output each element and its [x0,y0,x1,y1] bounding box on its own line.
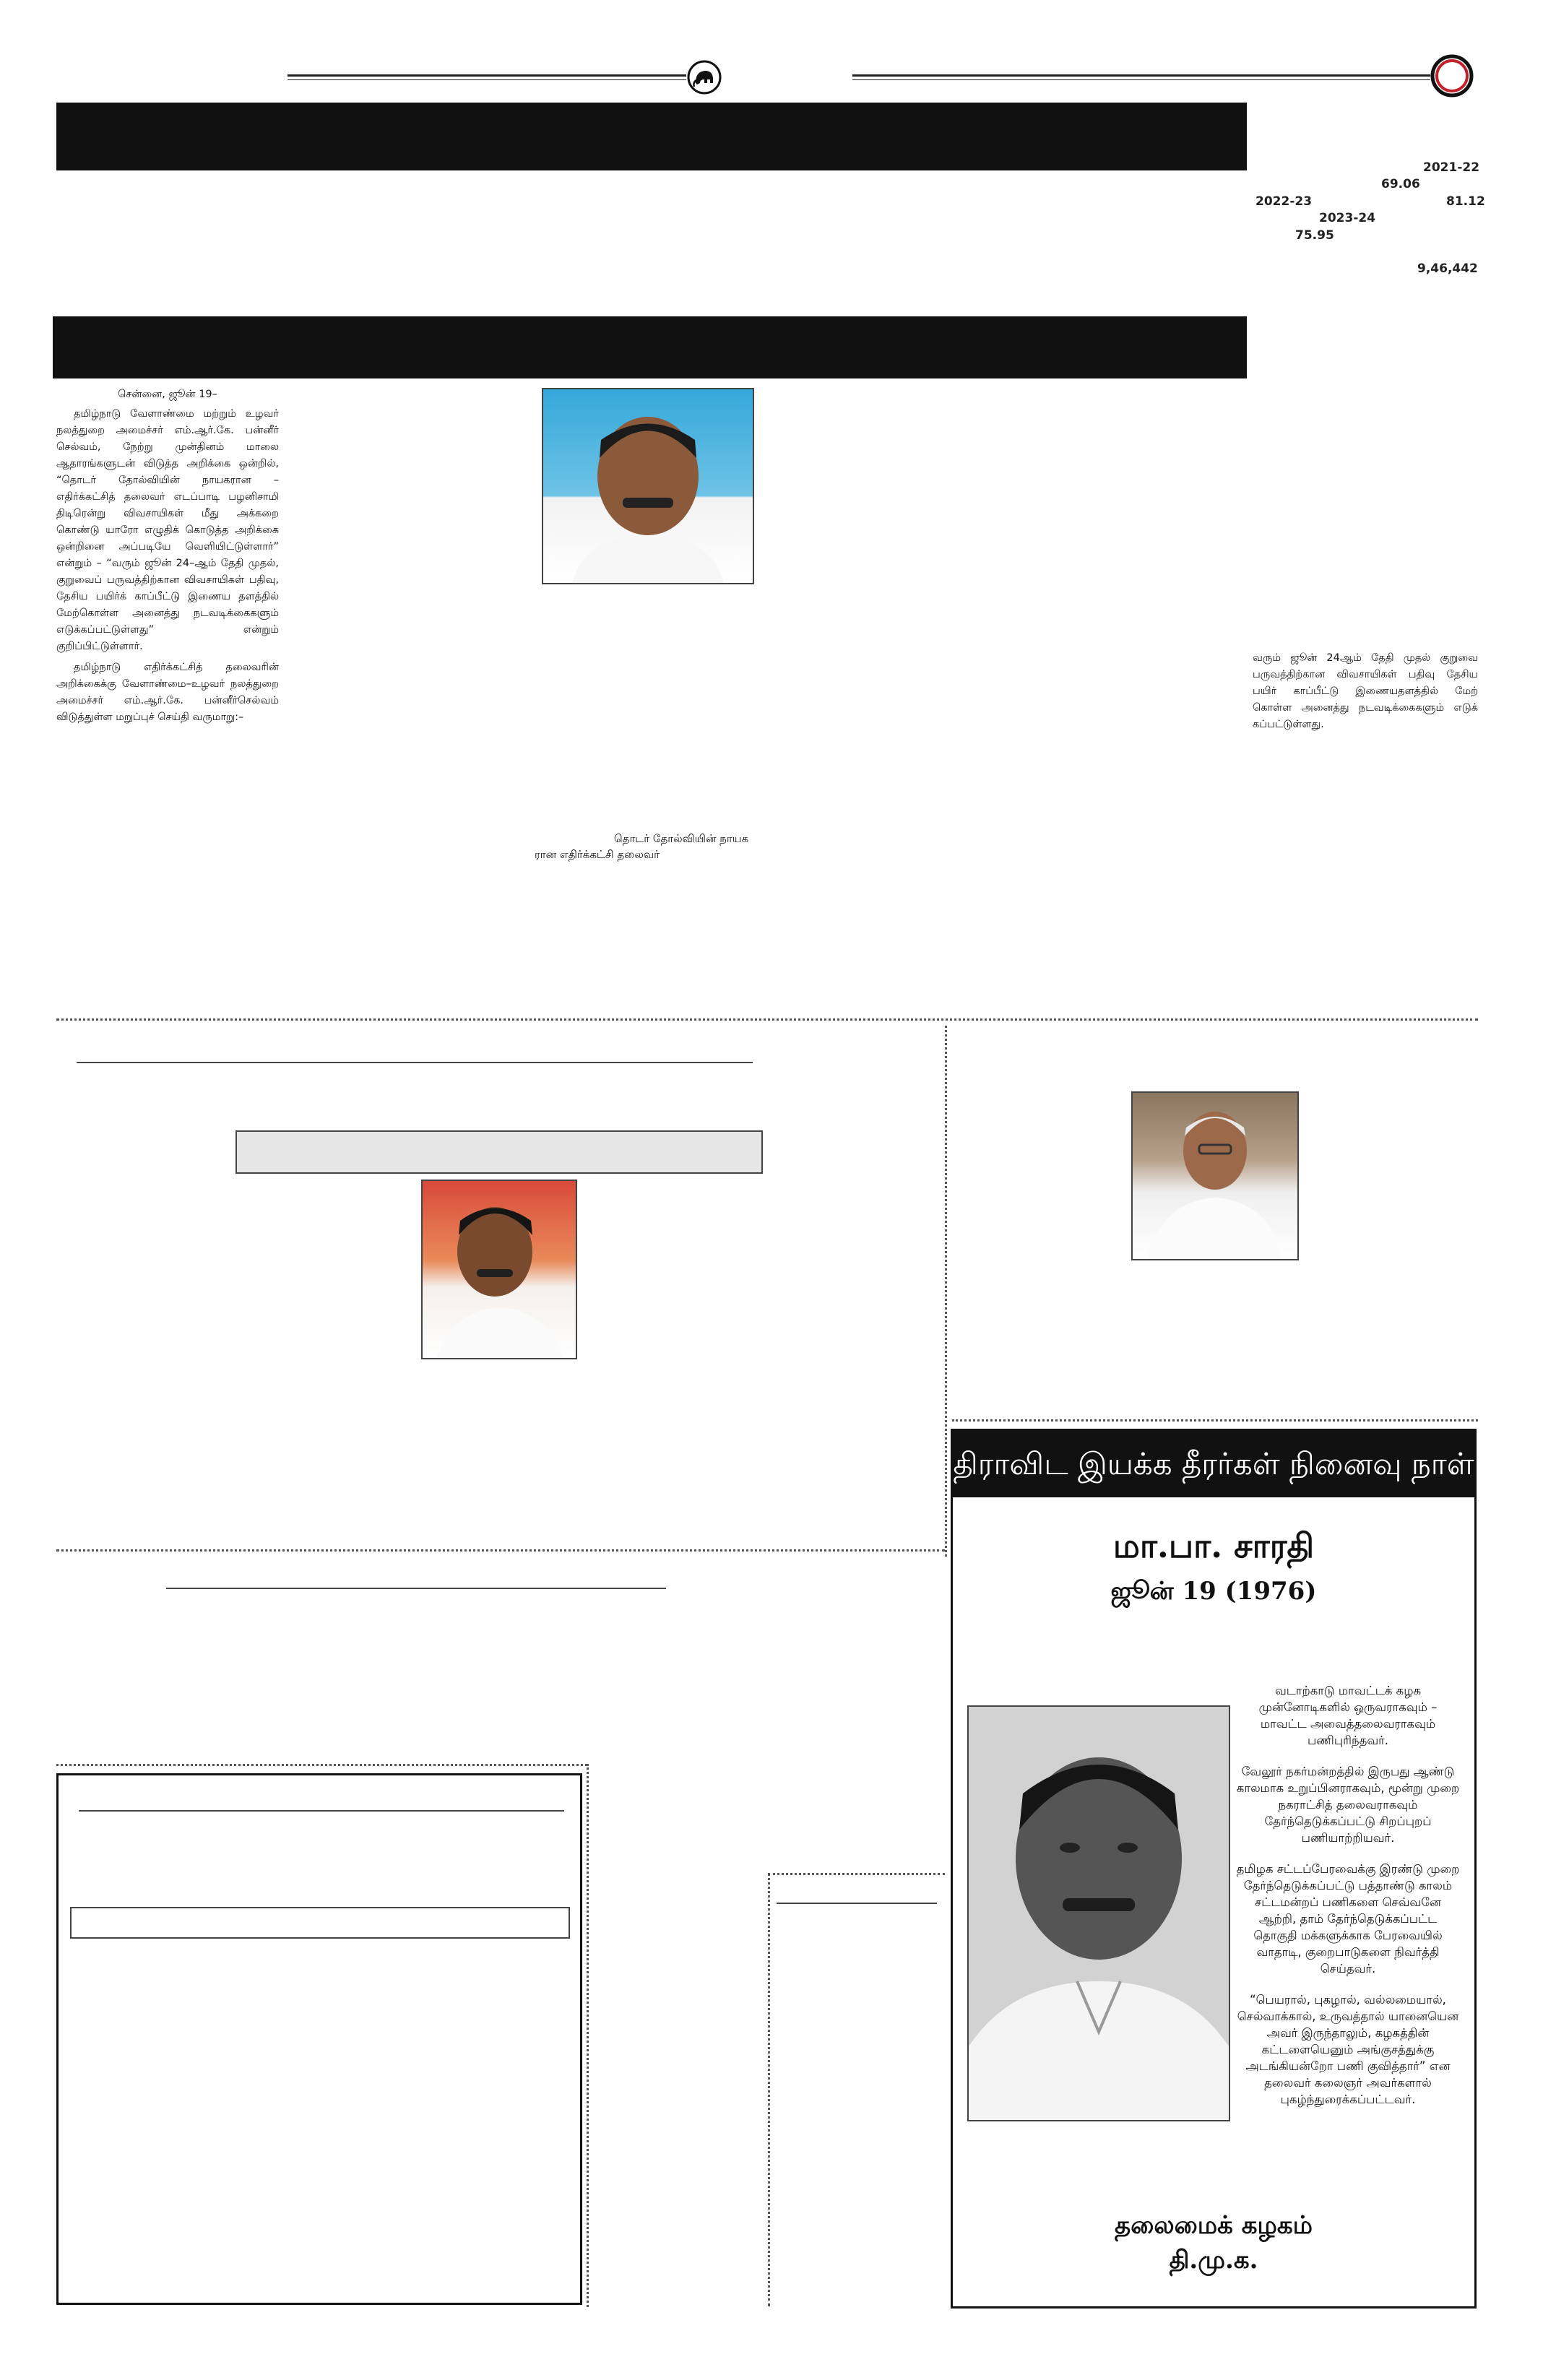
memorial-bio-3: தமிழக சட்டப்பேரவைக்கு இரண்டு முறை தேர்ந்தெடுக்கப்பட்டு பத்தாண்டு காலம் சட்டமன்றப் பணிகளை செவ்வனே ஆற்றி, தாம் தேர்ந்தெடுக்கப்பட்ட தொகுதி மக்களுக்காக பேரவையில் வாதாடி, குறைபாடுகளை நிவர்த்தி செய்தவர். [1236,1862,1460,1976]
figure-year-3: 2023-24 [1319,211,1376,225]
right-side-note: வரும் ஜூன் 24ஆம் தேதி முதல் குறுவை பருவத்திற்கான விவசாயிகள் பதிவு தேசிய பயிர் காப்பீட்டு இணையதளத்தில் மேற் கொள்ள அனைத்து நடவடிக்கைகளும் எடுக் கப்பட்டுள்ளது. [1253,652,1478,730]
section-divider [56,1018,1478,1021]
boxed-story-rule [79,1810,564,1812]
minister-portrait-photo [542,388,754,584]
box-right-divider [587,1764,589,2307]
page-number-circle [1430,54,1474,98]
memorial-heading: திராவிட இயக்க தீரர்கள் நினைவு நாள் [953,1431,1474,1497]
masthead-rule-left-2 [288,79,686,80]
memorial-advert [951,1429,1477,2308]
memorial-portrait [967,1705,1230,2121]
section-divider-left [56,1549,945,1552]
story-rule-1 [77,1062,753,1063]
figure-value-3: 75.95 [1295,228,1334,243]
small-column-rule [777,1903,937,1904]
elder-leader-photo [1131,1091,1299,1260]
masthead-rule-right-2 [852,79,1430,80]
memorial-bio [1236,1682,1460,2122]
memorial-bio-4: “பெயரால், புகழால், வல்லமையால், செல்வாக்கால், உருவத்தால் யானையென அவர் இருந்தாலும், கழகத்தின் கட்டளையெனும் அங்குசத்துக்கு அடங்கியன்றோ பணி குவித்தார்” என தலைவர் கலைஞர் அவர்களால் புகழ்ந்துரைக்கப்பட்டவர். [1237,1993,1459,2106]
figure-year-2: 2022-23 [1255,194,1313,209]
memorial-name: மா.பா. சாரதி [1112,1526,1315,1565]
memorial-footer-2: தி.மு.க. [1169,2246,1258,2275]
dateline: சென்னை, ஜூன் 19– [118,389,217,400]
elephant-emblem-icon [686,59,722,95]
masthead-rule-right [852,74,1430,77]
lead-paragraph-1: தமிழ்நாடு வேளாண்மை மற்றும் உழவர் நலத்துறை அமைச்சர் எம்.ஆர்.கே. பன்னீர் செல்வம், நேற்று முன்தினம் மாலை ஆதாரங்களுடன் விடுத்த அறிக்கை ஒன்றில், “தொடர் தோல்வியின் நாயகரான – எதிர்க்கட்சித் தலைவர் எடப்பாடி பழனிசாமி திடிரென்று விவசாயிகள் மீது அக்கறை கொண்டு யாரோ எழுதிக் கொடுத்த அறிக்கை ஒன்றினை அப்படியே வெளியிட்டுள்ளார்” என்றும் – “வரும் ஜூன் 24–ஆம் தேதி முதல், குறுவைப் பருவத்திற்கான விவசாயிகள் பதிவு, தேசிய பயிர்க் காப்பீட்டு இணைய தளத்தில் மேற்கொள்ள அனைத்து நடவடிக்கைகளும் எடுக்கப்பட்டுள்ளது” என்றும் குறிப்பிட்டுள்ளார். [56,408,279,652]
lead-paragraph-2: தமிழ்நாடு எதிர்க்கட்சித் தலைவரின் அறிக்கைக்கு வேளாண்மை–உழவர் நலத்துறை அமைச்சர் எம்.ஆர்.கே. பன்னீர்செல்வம் விடுத்துள்ள மறுப்புச் செய்தி வருமாறு:– [56,662,279,723]
figure-value-1: 69.06 [1381,177,1420,191]
boxed-story [56,1773,582,2305]
story-rule-2 [166,1588,666,1589]
figure-year-1: 2021-22 [1423,160,1480,175]
lead-story-column [56,386,279,730]
memorial-bio-2: வேலூர் நகர்மன்றத்தில் இருபது ஆண்டு காலமாக உறுப்பினராகவும், மூன்று முறை நகராட்சித் தலைவராகவும் தேர்ந்தெடுக்கப்பட்டு சிறப்புறப் பணியாற்றியவர். [1236,1765,1460,1845]
section-divider-right [952,1419,1478,1421]
box-top-divider [56,1764,587,1766]
column-divider-mid [945,1026,947,1557]
subhead-band [235,1130,763,1174]
figure-total: 9,46,442 [1417,261,1478,276]
pull-quote-line-2: ரான எதிர்க்கட்சி தலைவர் [535,848,660,861]
small-column-divider [768,1873,770,2306]
pull-quote-line-1: தொடர் தோல்வியின் நாயக [614,832,749,845]
memorial-bio-1: வடாற்காடு மாவட்டக் கழக முன்னோடிகளில் ஒருவராகவும் – மாவட்ட அவைத்தலைவராகவும் பணிபுரிந்தவர். [1258,1684,1438,1747]
headline-bar-top [56,103,1247,170]
memorial-footer-1: தலைமைக் கழகம் [1115,2211,1313,2240]
figure-value-2: 81.12 [1446,194,1485,209]
leader-photo-middle [421,1180,577,1359]
headline-bar-lead [53,316,1247,378]
memorial-date: ஜூன் 19 (1976) [1110,1577,1317,1606]
boxed-story-band [70,1907,570,1939]
small-column-top [768,1873,945,1875]
masthead-rule-left [288,74,686,77]
